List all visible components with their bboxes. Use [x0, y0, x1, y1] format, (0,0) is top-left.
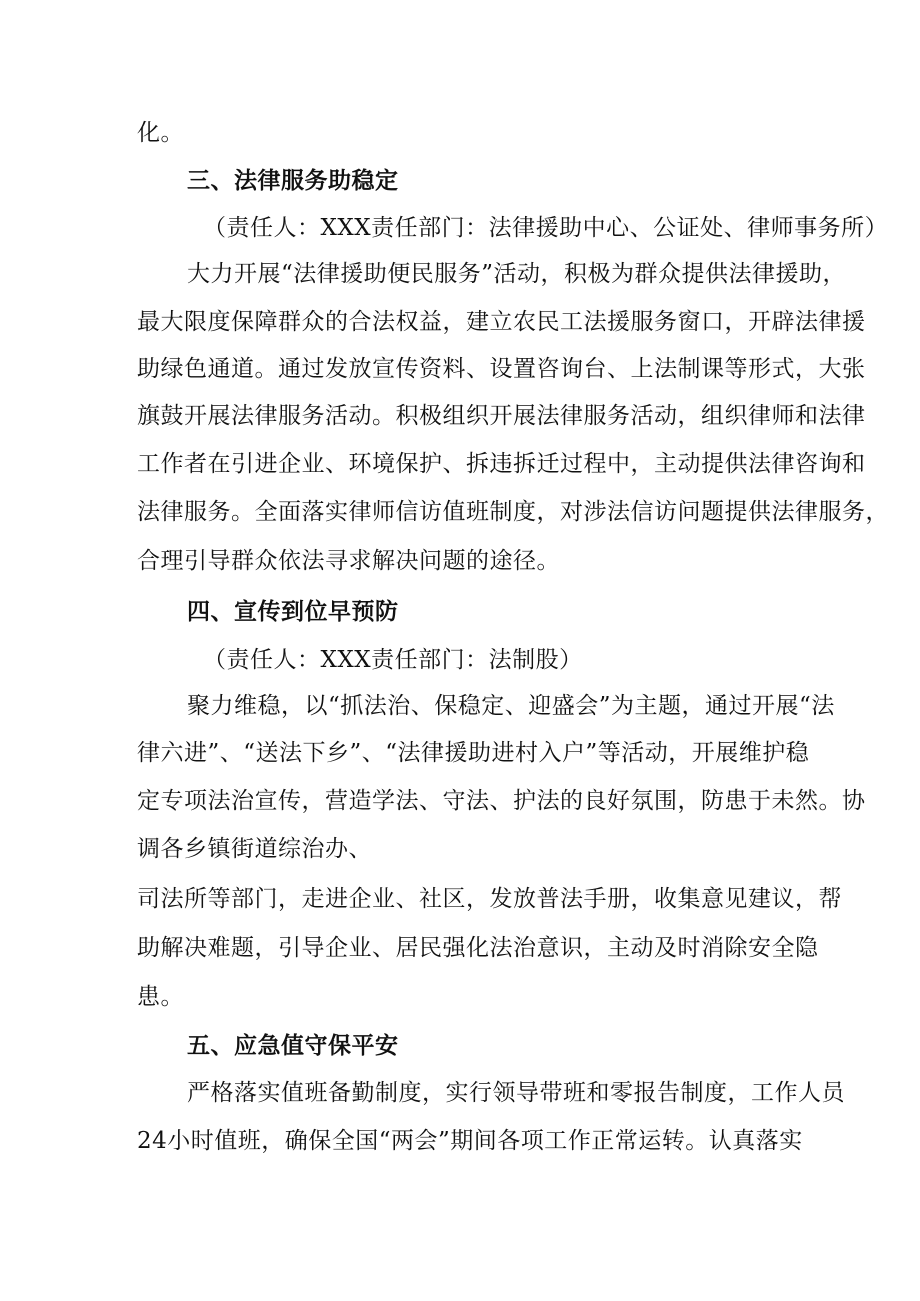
section-heading-4: 四、宣传到位早预防: [187, 599, 399, 625]
paragraph-line: 定专项法治宣传，营造学法、守法、护法的良好氛围，防患于未然。协: [137, 788, 866, 814]
section-heading-3: 三、法律服务助稳定: [187, 168, 399, 194]
paragraph-line: 患。: [137, 984, 184, 1010]
paragraph-line: 大力开展“法律援助便民服务”活动，积极为群众提供法律援助，: [187, 261, 847, 287]
paragraph-line: 旗鼓开展法律服务活动。积极组织开展法律服务活动，组织律师和法律: [137, 403, 866, 429]
paragraph-line: 合理引导群众依法寻求解决问题的途径。: [137, 548, 560, 574]
responsibility-line: （责任人：XXX责任部门：法制股）: [203, 647, 583, 673]
paragraph-line: 调各乡镇街道综治办、: [137, 836, 372, 862]
paragraph-line: 助解决难题，引导企业、居民强化法治意识，主动及时消除安全隐: [137, 935, 819, 961]
paragraph-line: 最大限度保障群众的合法权益，建立农民工法援服务窗口，开辟法律援: [137, 309, 866, 335]
paragraph-line: 化。: [137, 120, 184, 146]
paragraph-line: 助绿色通道。通过发放宣传资料、设置咨询台、上法制课等形式，大张: [137, 356, 866, 382]
section-heading-5: 五、应急值守保平安: [187, 1033, 399, 1059]
paragraph-line: 24小时值班，确保全国“两会”期间各项工作正常运转。认真落实: [137, 1128, 803, 1154]
paragraph-line: 聚力维稳，以“抓法治、保稳定、迎盛会”为主题，通过开展“法: [187, 693, 835, 719]
paragraph-line: 法律服务。全面落实律师信访值班制度，对涉法信访问题提供法律服务，: [137, 499, 889, 525]
responsibility-line: （责任人：XXX责任部门：法律援助中心、公证处、律师事务所）: [203, 215, 889, 241]
paragraph-line: 律六进”、“送法下乡”、“法律援助进村入户”等活动，开展维护稳: [137, 740, 810, 766]
paragraph-line: 工作者在引进企业、环境保护、拆违拆迁过程中，主动提供法律咨询和: [137, 451, 866, 477]
paragraph-line: 司法所等部门，走进企业、社区，发放普法手册，收集意见建议，帮: [137, 886, 842, 912]
paragraph-line: 严格落实值班备勤制度，实行领导带班和零报告制度，工作人员: [187, 1080, 845, 1106]
